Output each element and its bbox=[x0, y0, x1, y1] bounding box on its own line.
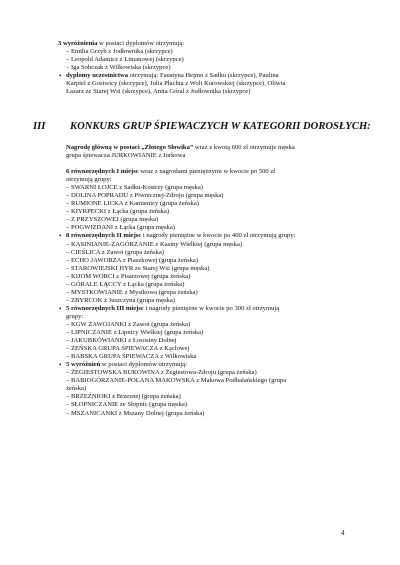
list-item: – Iga Sobczak z Wilkowiska (skrzypce) bbox=[66, 64, 171, 72]
list-item: – LIPNICZANIE z Lipnicy Wielkiej (grupa żeńska) bbox=[66, 329, 204, 337]
list-item: – BABSKA GRUPA ŚPIEWACZA z Wilkowiska bbox=[66, 353, 197, 361]
list-item: żeńska) bbox=[66, 385, 87, 393]
list-item: – KIJOM WORCI z Pisarzowej (grupa żeńska) bbox=[66, 272, 191, 280]
list-item: – KASINIANIE-ZAGÓRZANIE z Kasiny Wielkiej (grupa męska) bbox=[66, 240, 243, 248]
list-item: – BABIOGÓRZANIE-POLANA MAKOWSKA z Makowa Podhalańskiego (grupa bbox=[66, 377, 287, 385]
list-item: – BRZEŹNIOKI z Brzeznej (grupa żeńska) bbox=[66, 393, 181, 401]
list-item: – GÓRALE ŁĄCCY z Łącka (grupa żeńska) bbox=[66, 280, 185, 288]
section-number: III bbox=[33, 121, 46, 132]
section-title: KONKURS GRUP ŚPIEWACZYCH W KATEGORII DOROSŁYCH: bbox=[70, 121, 371, 132]
list-item: – ECHO JAWORZA z Ptaszkowej (grupa żeńska) bbox=[66, 256, 199, 264]
list-item: – POGWIZDANI z Łącka (grupa męska) bbox=[66, 224, 175, 232]
list-item: – MSZANICANKI z Mszany Dolnej (grupa żeńska) bbox=[66, 409, 205, 417]
distinctions-paragraph: • 5 wyróżnień w postaci dyplomów otrzymują: – ŻEGIESTOWSKA BUKOWINA z Żegiestowa-Zdroju (grupa żeńska) – BABIOGÓRZANIE-POLANA MAKOWSKA z Makowa Podhalańskiego (grupa żeńska) – BRZEŹNIOKI z Brzeznej (grupa żeńska) – SŁOPNICZANIE ze Słopnic (grupa męska) – MSZANICANKI z Mszany Dolnej (grupa żeńska) bbox=[58, 361, 358, 417]
list-item: – JAKUBKÓWIANKI z Łososiny Dolnej bbox=[66, 337, 177, 345]
list-item: – MYSTKOWIANIE z Mystkowa (grupa żeńska) bbox=[66, 288, 198, 296]
dyplomy-paragraph: • dyplomy uczestnictwa otrzymują: Faustyna Hejmo z Sadku (skrzypce), Paulina Karpiel z Gostwicy (skrzypce), Julia Płachta z Woli Kurowskiej (skrzypce), Oliwia Łazarz ze Starej Wsi (skrzypce), Anita Góral z Jodłownika (skrzypce) bbox=[58, 72, 358, 96]
section-heading bbox=[33, 123, 373, 131]
list-item: – SŁOPNICZANIE ze Słopnic (grupa męska) bbox=[66, 401, 188, 409]
list-item: – Emilia Grzyb z Jodłownika (skrzypce) bbox=[66, 48, 173, 56]
list-item: – KGW ZAWOJANKI z Zawoi (grupa żeńska) bbox=[66, 320, 191, 328]
section-body bbox=[58, 144, 358, 418]
list-item: – ŻEŃSKA GRUPA ŚPIEWACZA z Kąclowej bbox=[66, 345, 190, 353]
list-item: – ZBYRCOK z Juszczyna (grupa męska) bbox=[66, 296, 175, 304]
grand-prize-paragraph: Nagrodę główną w postaci „Złotego Słowika” wraz z kwotą 600 zł otrzymuje męska grupa śpiewacza JURKOWIANIE z Jurkowa bbox=[66, 144, 295, 160]
wyroznienia-heading: 3 wyróżnienia w postaci dyplomów otrzymują: bbox=[58, 40, 185, 47]
first-place-paragraph: 6 równorzędnych I miejsc wraz z nagrodami pieniężnymi w kwocie po 500 zł otrzymują grupy: – SWARNI ŁOJCE z Sadku-Kostrzy (grupa męska) – DOLINA POPRADU z Piwnicznej-Zdroju (grupa męska) – RUMIONE LICKA z Kamienicy (grupa żeńska) – KIYRPECKI z Łącka (grupa żeńska) – Z PRZYSZOWEJ (grupa męska) – POGWIZDANI z Łącka (grupa męska) bbox=[58, 168, 358, 232]
list-item: – STAROWIEJSKI HYR ze Starej Wsi (grupa męska) bbox=[66, 264, 210, 272]
third-place-paragraph: • 5 równorzędnych III miejsc i nagrody pieniężne w kwocie po 300 zł otrzymują grupy: – KGW ZAWOJANKI z Zawoi (grupa żeńska) – LIPNICZANIE z Lipnicy Wielkiej (grupa żeńska) – JAKUBKÓWIANKI z Łososiny Dolnej – ŻEŃSKA GRUPA ŚPIEWACZA z Kąclowej – BABSKA GRUPA ŚPIEWACZA z Wilkowiska bbox=[58, 305, 358, 361]
page-number: 4 bbox=[341, 529, 345, 537]
list-item: – KIYRPECKI z Łącka (grupa żeńska) bbox=[66, 208, 170, 216]
list-item: – SWARNI ŁOJCE z Sadku-Kostrzy (grupa męska) bbox=[66, 184, 203, 192]
second-place-paragraph: • 8 równorzędnych II miejsc i nagrody pieniężne w kwocie po 400 zł otrzymują grupy: – KASINIANIE-ZAGÓRZANIE z Kasiny Wielkiej (grupa męska) – CIEŚLICA z Zawoi (grupa żeńska) – ECHO JAWORZA z Ptaszkowej (grupa żeńska) – STAROWIEJSKI HYR ze Starej Wsi (grupa męska) – KIJOM WORCI z Pisarzowej (grupa żeńska) – GÓRALE ŁĄCCY z Łącka (grupa żeńska) – MYSTKOWIANIE z Mystkowa (grupa żeńska) – ZBYRCOK z Juszczyna (grupa męska) bbox=[58, 232, 358, 304]
previous-section-continuation bbox=[58, 40, 358, 96]
list-item: – ŻEGIESTOWSKA BUKOWINA z Żegiestowa-Zdroju (grupa żeńska) bbox=[66, 369, 257, 377]
list-item: – RUMIONE LICKA z Kamienicy (grupa żeńska) bbox=[66, 200, 199, 208]
list-item: – DOLINA POPRADU z Piwnicznej-Zdroju (grupa męska) bbox=[66, 192, 224, 200]
list-item: – Leopold Adamicz z Limanowej (skrzypce) bbox=[66, 56, 184, 64]
list-item: – Z PRZYSZOWEJ (grupa męska) bbox=[66, 216, 159, 224]
list-item: – CIEŚLICA z Zawoi (grupa żeńska) bbox=[66, 248, 164, 256]
